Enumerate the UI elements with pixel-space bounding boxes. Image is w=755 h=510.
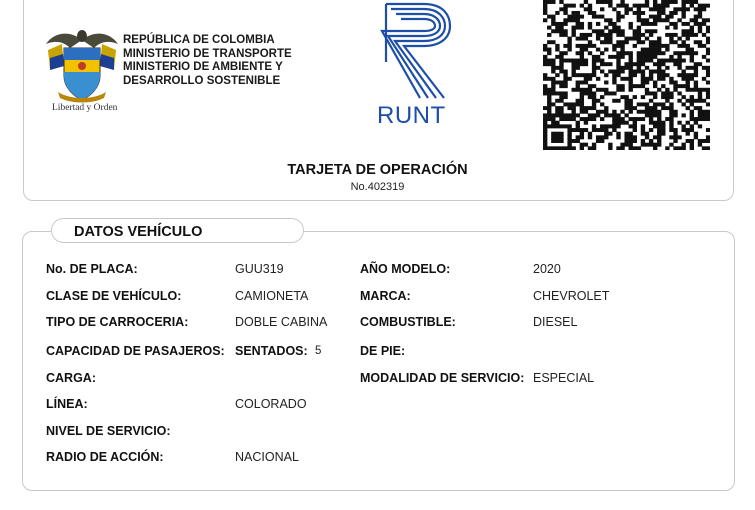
gov-line-3: MINISTERIO DE AMBIENTE Y [123,61,283,74]
standing-label: DE PIE: [360,344,406,358]
line-value: COLORADO [235,397,307,411]
capacity-label: CAPACIDAD DE PASAJEROS: [46,344,225,358]
class-value: CAMIONETA [235,289,309,303]
service-level-label: NIVEL DE SERVICIO: [46,424,171,438]
brand-value: CHEVROLET [533,289,610,303]
range-label: RADIO DE ACCIÓN: [46,450,164,464]
body-type-label: TIPO DE CARROCERIA: [46,315,189,329]
runt-wordmark: RUNT [377,102,446,129]
range-value: NACIONAL [235,450,299,464]
document-title: TARJETA DE OPERACIÓN [287,162,468,178]
line-label: LÍNEA: [46,397,88,411]
colombia-coat-of-arms-icon [44,26,120,104]
class-label: CLASE DE VEHÍCULO: [46,289,182,303]
government-entities [123,34,292,89]
gov-line-2: MINISTERIO DE TRANSPORTE [123,47,292,60]
section-title: DATOS VEHÍCULO [74,224,203,240]
model-year-value: 2020 [533,262,561,276]
cargo-label: CARGA: [46,371,96,385]
document-number: No.402319 [350,181,405,193]
national-motto: Libertad y Orden [52,103,118,113]
service-mode-value: ESPECIAL [533,371,595,385]
fuel-label: COMBUSTIBLE: [360,315,456,329]
seated-label: SENTADOS: [235,344,308,358]
fuel-value: DIESEL [533,315,578,329]
brand-label: MARCA: [360,289,411,303]
gov-line-1: REPÚBLICA DE COLOMBIA [123,34,275,46]
gov-line-4: DESARROLLO SOSTENIBLE [123,75,281,88]
body-type-value: DOBLE CABINA [235,315,328,329]
plate-label: No. DE PLACA: [46,262,138,276]
seated-value: 5 [315,345,322,357]
service-mode-label: MODALIDAD DE SERVICIO: [360,371,525,385]
model-year-label: AÑO MODELO: [360,262,451,276]
runt-logo-icon [378,2,456,100]
qr-code [543,0,710,150]
plate-value: GUU319 [235,262,284,276]
